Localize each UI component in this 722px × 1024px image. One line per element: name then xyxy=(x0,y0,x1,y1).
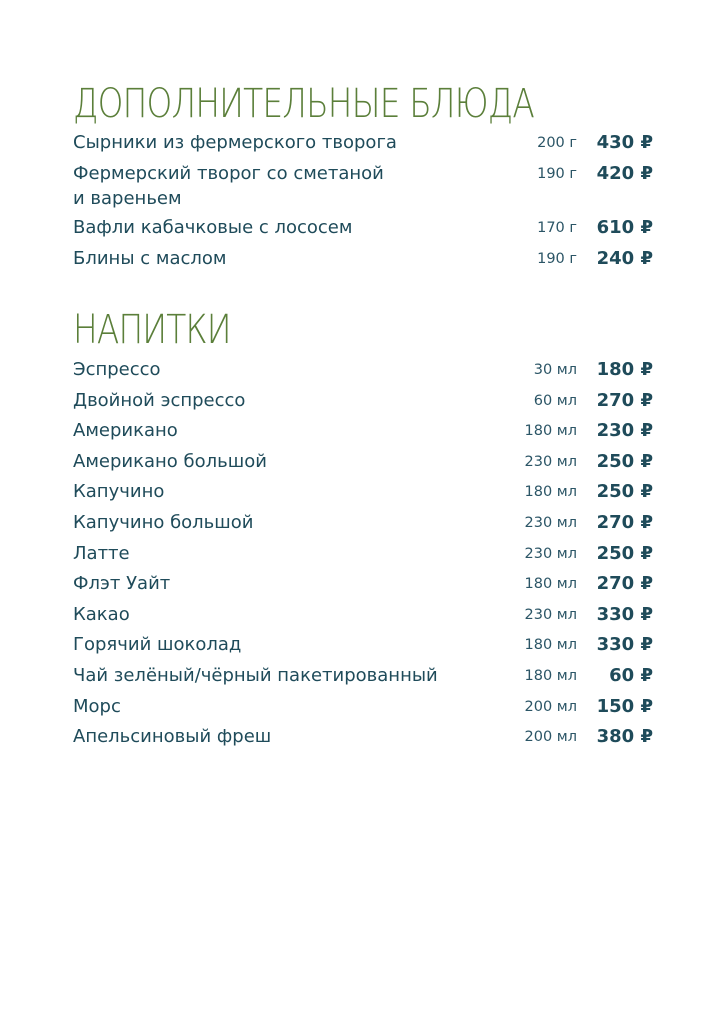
item-name: Блины с маслом xyxy=(73,247,227,269)
item-price: 60 ₽ xyxy=(609,664,653,686)
item-portion: 230 мл xyxy=(524,514,577,531)
menu-item xyxy=(73,215,653,241)
item-portion: 180 мл xyxy=(524,484,577,501)
item-name: Фермерский творог со сметаной и вареньем xyxy=(73,162,384,209)
menu-item xyxy=(73,510,653,536)
item-price: 270 ₽ xyxy=(596,573,653,595)
item-name: Флэт Уайт xyxy=(73,573,171,595)
menu-item xyxy=(73,357,653,383)
item-portion: 190 г xyxy=(537,250,577,267)
item-name: Чай зелёный/чёрный пакетированный xyxy=(73,664,438,686)
item-portion: 200 мл xyxy=(524,698,577,715)
item-price: 250 ₽ xyxy=(596,450,653,472)
menu-item xyxy=(73,418,653,444)
item-price: 150 ₽ xyxy=(596,695,653,717)
item-name: Двойной эспрессо xyxy=(73,389,246,411)
item-price: 420 ₽ xyxy=(596,162,653,184)
item-price: 270 ₽ xyxy=(596,389,653,411)
menu-item xyxy=(73,161,653,211)
menu-item xyxy=(73,571,653,597)
item-name: Латте xyxy=(73,542,130,564)
item-portion: 230 мл xyxy=(524,545,577,562)
menu-item xyxy=(73,632,653,658)
item-portion: 180 мл xyxy=(524,576,577,593)
item-price: 330 ₽ xyxy=(596,603,653,625)
item-name: Горячий шоколад xyxy=(73,634,242,656)
menu-item xyxy=(73,541,653,567)
item-name: Американо большой xyxy=(73,450,267,472)
dishes-list xyxy=(73,130,653,276)
menu-item xyxy=(73,479,653,505)
item-price: 250 ₽ xyxy=(596,481,653,503)
item-portion: 190 г xyxy=(537,165,577,182)
item-price: 270 ₽ xyxy=(596,511,653,533)
item-name: Какао xyxy=(73,603,130,625)
item-name: Эспрессо xyxy=(73,359,161,380)
menu-item xyxy=(73,602,653,628)
item-portion: 200 г xyxy=(537,135,577,151)
item-name: Морс xyxy=(73,695,121,717)
menu-item xyxy=(73,663,653,689)
item-portion: 60 мл xyxy=(533,392,577,409)
item-price: 430 ₽ xyxy=(596,132,653,153)
item-name: Капучино xyxy=(73,481,165,503)
item-portion: 230 мл xyxy=(524,453,577,470)
section-title-additional-dishes: ДОПОЛНИТЕЛЬНЫЕ БЛЮДА xyxy=(73,81,535,127)
item-name: Апельсиновый фреш xyxy=(73,726,272,748)
menu-item xyxy=(73,388,653,414)
item-name: Капучино большой xyxy=(73,511,254,533)
section-title-drinks: НАПИТКИ xyxy=(73,307,231,353)
item-portion: 30 мл xyxy=(533,362,577,378)
menu-item xyxy=(73,694,653,720)
item-price: 380 ₽ xyxy=(596,726,653,748)
item-price: 180 ₽ xyxy=(596,359,653,380)
menu-item xyxy=(73,724,653,750)
item-portion: 180 мл xyxy=(524,667,577,684)
item-price: 230 ₽ xyxy=(596,420,653,442)
menu-item xyxy=(73,130,653,156)
item-name: Вафли кабачковые с лососем xyxy=(73,217,353,239)
item-portion: 180 мл xyxy=(524,423,577,440)
item-name: Американо xyxy=(73,420,178,442)
item-price: 610 ₽ xyxy=(596,217,653,239)
item-portion: 200 мл xyxy=(524,729,577,746)
item-price: 250 ₽ xyxy=(596,542,653,564)
menu-item xyxy=(73,449,653,475)
menu-item xyxy=(73,246,653,272)
item-portion: 230 мл xyxy=(524,606,577,623)
item-portion: 170 г xyxy=(537,220,577,237)
item-portion: 180 мл xyxy=(524,637,577,654)
item-price: 240 ₽ xyxy=(596,247,653,269)
item-name: Сырники из фермерского творога xyxy=(73,132,397,153)
item-price: 330 ₽ xyxy=(596,634,653,656)
drinks-list xyxy=(73,357,653,755)
